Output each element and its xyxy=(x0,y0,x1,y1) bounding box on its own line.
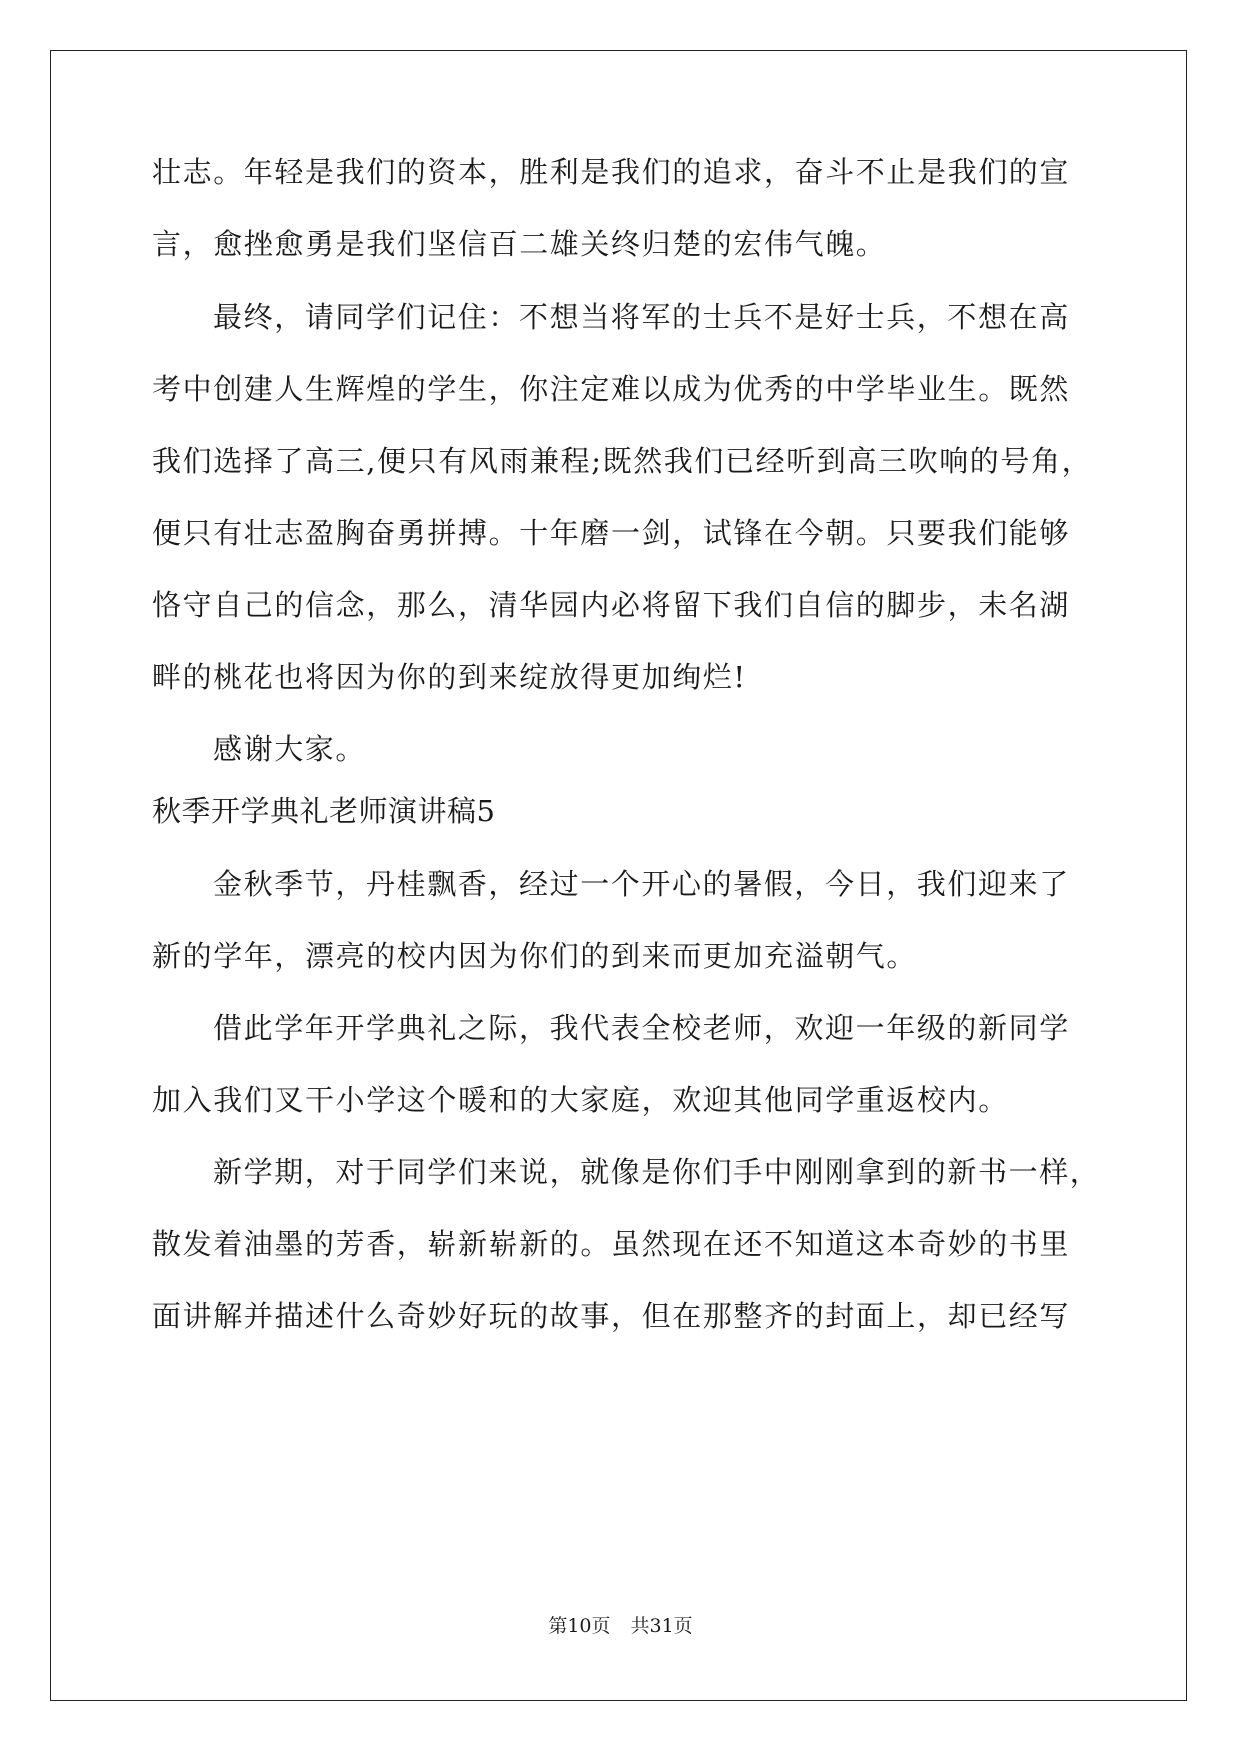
paragraph-start-line: 借此学年开学典礼之际，我代表全校老师，欢迎一年级的新同学 xyxy=(213,1011,1070,1045)
text-line: 畔的桃花也将因为你的到来绽放得更加绚烂! xyxy=(152,660,747,694)
text-line: 便只有壮志盈胸奋勇拼搏。十年磨一剑，试锋在今朝。只要我们能够 xyxy=(152,516,1071,550)
text-line: 考中创建人生辉煌的学生，你注定难以成为优秀的中学毕业生。既然 xyxy=(152,372,1071,406)
page-number: 第10页 xyxy=(548,1615,611,1637)
paragraph-start-line: 新学期，对于同学们来说，就像是你们手中刚刚拿到的新书一样， xyxy=(213,1155,1101,1189)
page-footer xyxy=(0,1614,1241,1638)
text-line: 散发着油墨的芳香，崭新崭新的。虽然现在还不知道这本奇妙的书里 xyxy=(152,1227,1071,1261)
paragraph-start-line: 金秋季节，丹桂飘香，经过一个开心的暑假，今日，我们迎来了 xyxy=(213,867,1070,901)
text-line: 言，愈挫愈勇是我们坚信百二雄关终归楚的宏伟气魄。 xyxy=(152,227,887,261)
text-line: 加入我们叉干小学这个暖和的大家庭，欢迎其他同学重返校内。 xyxy=(152,1083,1009,1117)
text-line: 我们选择了高三,便只有风雨兼程;既然我们已经听到高三吹响的号角， xyxy=(152,444,1093,478)
page-total: 共31页 xyxy=(630,1615,693,1637)
text-line: 面讲解并描述什么奇妙好玩的故事，但在那整齐的封面上，却已经写 xyxy=(152,1299,1071,1333)
text-line: 壮志。年轻是我们的资本，胜利是我们的追求，奋斗不止是我们的宣 xyxy=(152,155,1071,189)
text-line: 新的学年，漂亮的校内因为你们的到来而更加充溢朝气。 xyxy=(152,939,918,973)
text-line: 恪守自己的信念，那么，清华园内必将留下我们自信的脚步，未名湖 xyxy=(152,588,1071,622)
closing-line: 感谢大家。 xyxy=(213,732,367,766)
section-heading: 秋季开学典礼老师演讲稿5 xyxy=(152,794,496,828)
paragraph-start-line: 最终，请同学们记住：不想当将军的士兵不是好士兵，不想在高 xyxy=(213,300,1070,334)
